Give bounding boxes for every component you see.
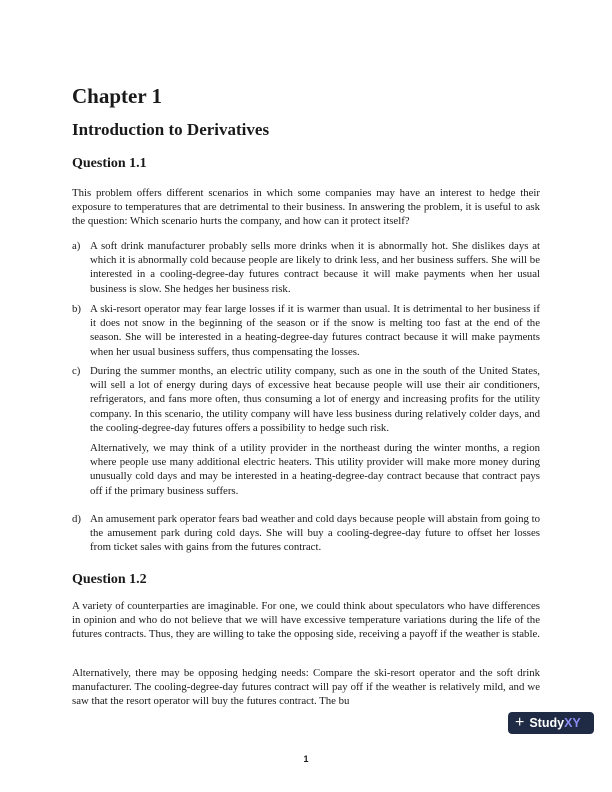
list-item-label: b) [72,303,81,315]
studyxy-badge[interactable] [508,712,594,734]
question-1-2-paragraph-1: A variety of counterparties are imaginable. For one, we could think about speculators who have differences in opinion and who do not believe that we will have excessive temperature variations during the life of the futures contracts. Thus, they are willing to take the opposing side, receiving a payoff if the weather is stable. [72,600,540,641]
chapter-subtitle: Introduction to Derivatives [72,120,270,139]
list-item-text: An amusement park operator fears bad weather and cold days because people will abstain from going to the amusement park during cold days. She will buy a cooling-degree-day future to offset her losses from ticket sales with gains from the futures contract. [90,513,540,554]
plus-icon: + [515,714,525,731]
list-item-text-continued: Alternatively, we may think of a utility provider in the northeast during the winter months, a region where people use many additional electric heaters. This utility provider will make more money during unusually cold days and may be interested in a heating-degree-day contract because that contract pays off if the primary business suffers. [90,442,540,497]
question-1-2-paragraph-2: Alternatively, there may be opposing hedging needs: Compare the ski-resort operator and the soft drink manufacturer. The cooling-degree-day futures contract will pay off if the weather is relatively mild, and we saw that the resort operator will buy the futures contract. The bu [72,667,540,708]
list-item-text: During the summer months, an electric utility company, such as one in the south of the United States, will sell a lot of energy during days of excessive heat because people will use their air conditioners, refrigerators, and fans more often, thus consuming a lot of energy and increasing profits for the utility company. In this scenario, the utility company will have less business during relatively colder days, and the cooling-degree-day futures offers a possibility to hedge such risk. [90,365,540,434]
list-item-text: A ski-resort operator may fear large losses if it is warmer than usual. It is detrimental to her business if it does not snow in the beginning of the season or if the snow is melting too fast at the end of the season. She will be interested in a heating-degree-day futures contract because it will make payments when her usual business suffers, thus compensating the losses. [90,303,540,358]
list-item-text: A soft drink manufacturer probably sells more drinks when it is abnormally hot. She dislikes days at which it is abnormally cold because people are likely to drink less, and her business suffers. She will be interested in a cooling-degree-day futures contract because it will make payments when her usual business is slow. She hedges her business risk. [90,240,540,295]
question-1-1-intro: This problem offers different scenarios in which some companies may have an interest to hedge their exposure to temperatures that are detrimental to their business. In answering the problem, it is useful to ask the question: Which scenario hurts the company, and how can it protect itself? [72,187,540,228]
list-item-b [72,302,540,359]
list-item-a [72,239,540,296]
list-item-label: d) [72,513,81,525]
list-item-d [72,512,540,555]
question-1-2-heading: Question 1.2 [72,572,147,587]
list-item-label: a) [72,240,81,252]
page-number: 1 [303,754,309,764]
list-item-c [72,364,540,498]
badge-brand-suffix: XY [564,716,581,730]
question-1-1-heading: Question 1.1 [72,156,147,171]
chapter-title: Chapter 1 [72,84,163,108]
list-item-label: c) [72,365,81,377]
badge-brand: Study [529,716,565,730]
